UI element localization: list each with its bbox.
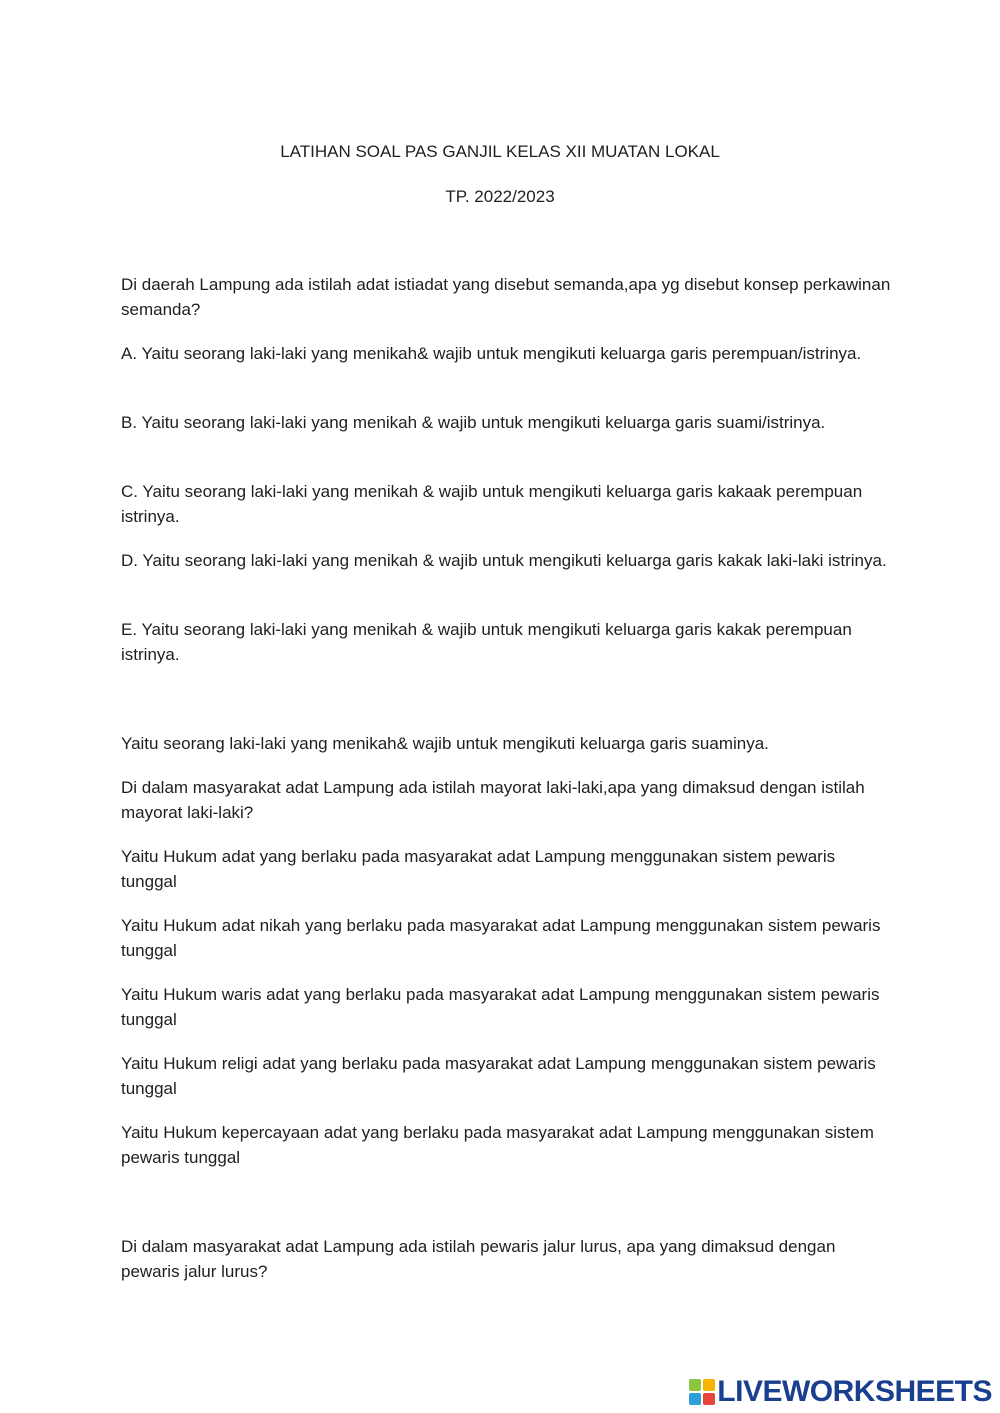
question-1-option-a: A. Yaitu seorang laki-laki yang menikah& wajib untuk mengikuti keluarga garis perempuan/istrinya. bbox=[121, 344, 862, 363]
liveworksheets-logo[interactable] bbox=[689, 1375, 992, 1409]
question-2-option-1: Yaitu Hukum adat yang berlaku pada masyarakat adat Lampung menggunakan sistem pewaris tunggal bbox=[121, 847, 836, 891]
question-3-text: Di dalam masyarakat adat Lampung ada istilah pewaris jalur lurus, apa yang dimaksud dengan pewaris jalur lurus? bbox=[121, 1237, 836, 1281]
liveworksheets-logo-icon bbox=[689, 1379, 715, 1405]
page-subtitle: TP. 2022/2023 bbox=[445, 187, 555, 206]
question-1-option-b: B. Yaitu seorang laki-laki yang menikah & wajib untuk mengikuti keluarga garis suami/istrinya. bbox=[121, 413, 826, 432]
question-1-option-d: D. Yaitu seorang laki-laki yang menikah & wajib untuk mengikuti keluarga garis kakak laki-laki istrinya. bbox=[121, 551, 887, 570]
question-1-extra-option: Yaitu seorang laki-laki yang menikah& wajib untuk mengikuti keluarga garis suaminya. bbox=[121, 734, 769, 753]
question-2-option-3: Yaitu Hukum waris adat yang berlaku pada masyarakat adat Lampung menggunakan sistem pewaris tunggal bbox=[121, 985, 880, 1029]
question-2-option-4: Yaitu Hukum religi adat yang berlaku pada masyarakat adat Lampung menggunakan sistem pewaris tunggal bbox=[121, 1054, 876, 1098]
question-2-option-5: Yaitu Hukum kepercayaan adat yang berlaku pada masyarakat adat Lampung menggunakan sistem pewaris tunggal bbox=[121, 1123, 874, 1167]
liveworksheets-brand: LIVEWORKSHEETS bbox=[717, 1375, 992, 1408]
question-1-option-e: E. Yaitu seorang laki-laki yang menikah & wajib untuk mengikuti keluarga garis kakak perempuan istrinya. bbox=[121, 620, 852, 664]
question-1-text: Di daerah Lampung ada istilah adat istiadat yang disebut semanda,apa yg disebut konsep perkawinan semanda? bbox=[121, 275, 891, 319]
question-2-option-2: Yaitu Hukum adat nikah yang berlaku pada masyarakat adat Lampung menggunakan sistem pewaris tunggal bbox=[121, 916, 881, 960]
question-1-option-c: C. Yaitu seorang laki-laki yang menikah & wajib untuk mengikuti keluarga garis kakaak perempuan istrinya. bbox=[121, 482, 863, 526]
question-2-text: Di dalam masyarakat adat Lampung ada istilah mayorat laki-laki,apa yang dimaksud dengan istilah mayorat laki-laki? bbox=[121, 778, 865, 822]
page-title: LATIHAN SOAL PAS GANJIL KELAS XII MUATAN LOKAL bbox=[280, 142, 720, 161]
